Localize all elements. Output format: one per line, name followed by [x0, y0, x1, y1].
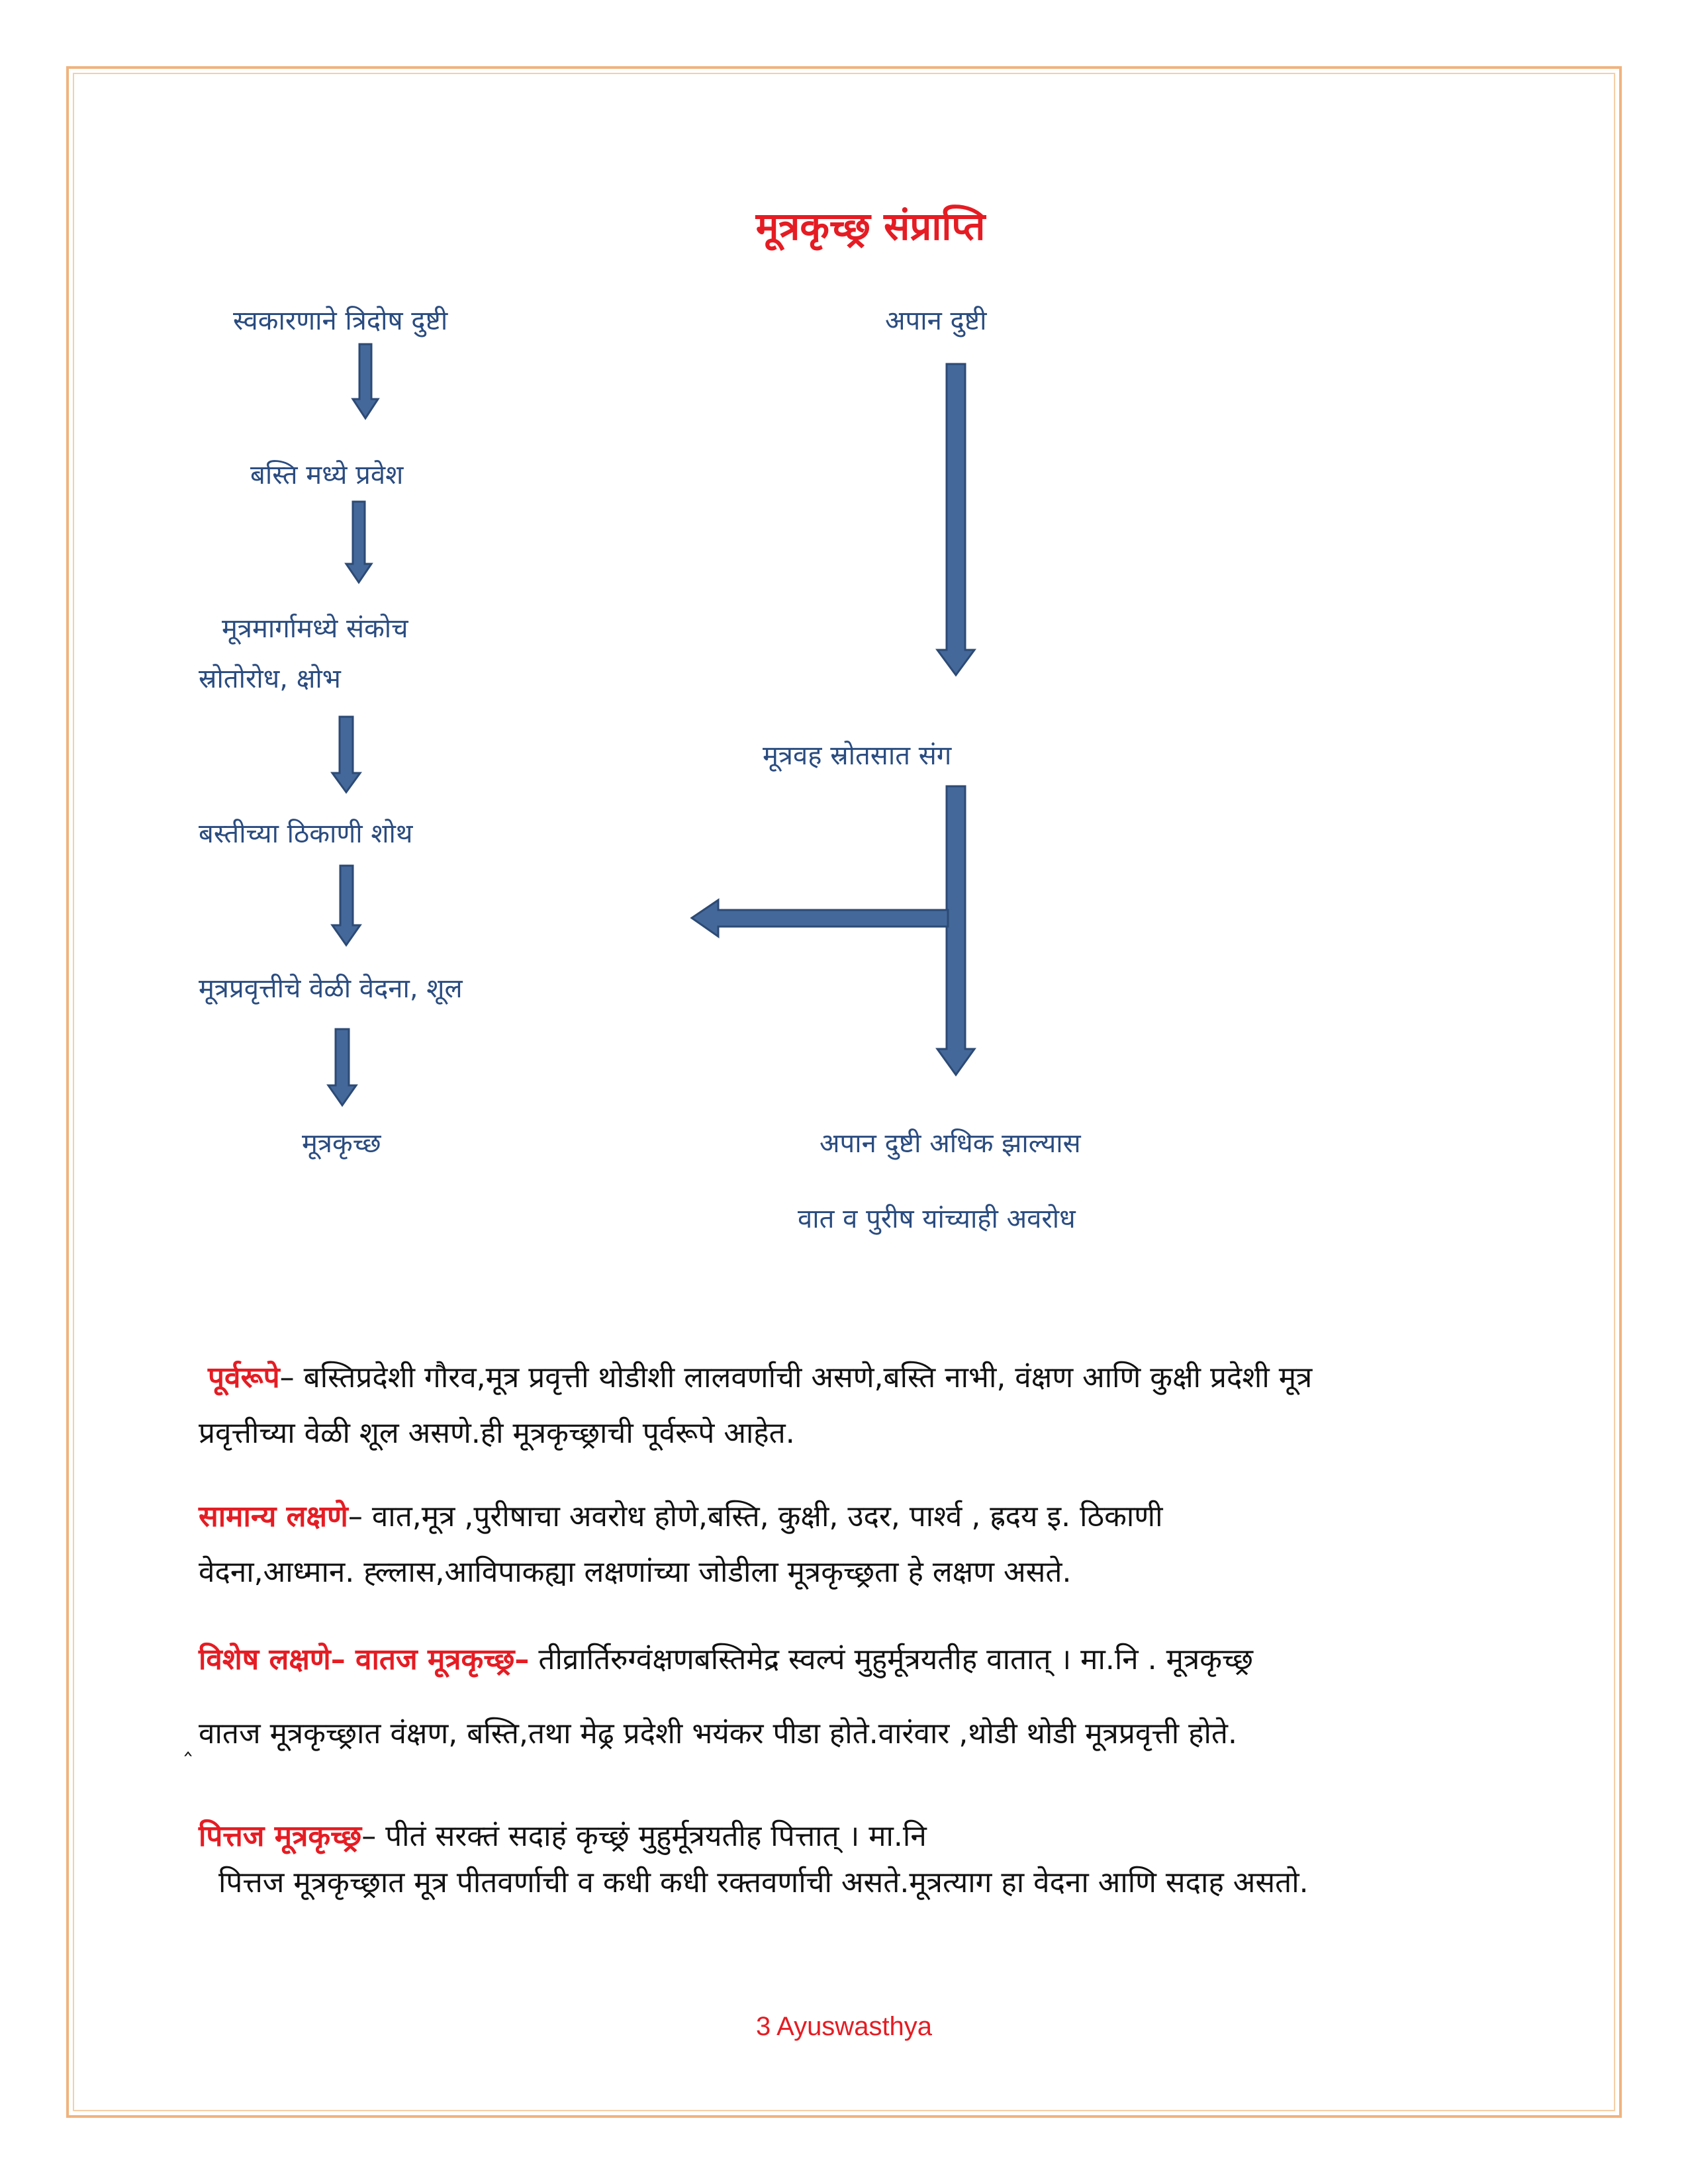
purvarupa-label: पूर्वरूपे: [208, 1361, 280, 1394]
pittaj-line2: पित्तज मूत्रकृच्छ्रात मूत्र पीतवर्णाची व कधी कधी रक्तवर्णाची असते.मूत्रत्याग हा वेदना आणि सदाह असतो.: [218, 1866, 1309, 1899]
section-purvarupa: [199, 1350, 1496, 1461]
section-vishesh-lakshane: [184, 1632, 1496, 1762]
section-pittaj: [199, 1813, 1496, 1906]
arrow-down-5: [328, 1029, 356, 1105]
flow-node-mutravah-srotas-sang: मूत्रवह स्रोतसात संग: [763, 741, 952, 771]
samanya-line2: वेदना,आध्मान. ह्ल्लास,आविपाकह्या लक्षणांच्या जोडीला मूत्रकृच्छ्रता हे लक्षण असते.: [199, 1555, 1072, 1589]
samanya-line1: – वात,मूत्र ,पुरीषाचा अवरोध होणे,बस्ति, कुक्षी, उदर, पार्श्व , ह्रदय इ. ठिकाणी: [348, 1500, 1163, 1533]
flow-node-apan-dushti-adhik: अपान दुष्टी अधिक झाल्यास: [820, 1128, 1081, 1159]
pittaj-line1: – पीतं सरक्तं सदाहं कृच्छ्रं मुहुर्मूत्रयतीह पित्तात् । मा.नि: [361, 1819, 927, 1853]
vishesh-line2: वातज मूत्रकृच्छ्रात वंक्षण, बस्ति,तथा मेढ्र प्रदेशी भयंकर पीडा होते.वारंवार ,थोडी थोडी मूत्रप्रवृत्ती होते.: [199, 1717, 1237, 1751]
vishesh-label: विशेष लक्षणे– वातज मूत्रकृच्छ्र–: [199, 1643, 530, 1676]
purvarupa-line2: प्रवृत्तीच्या वेळी शूल असणे.ही मूत्रकृच्छ्राची पूर्वरूपे आहेत.: [199, 1416, 795, 1450]
samanya-label: सामान्य लक्षणे: [199, 1500, 348, 1533]
arrow-down-branch: [937, 786, 974, 1075]
arrow-down-long: [937, 364, 974, 675]
flow-node-apan-dushti: अपान दुष्टी: [885, 306, 987, 336]
arrow-down-4: [332, 866, 360, 945]
vishesh-line1: तीव्रार्तिरुग्वंक्षणबस्तिमेद्र स्वल्पं मुहुर्मूत्रयतीह वातात् । मा.नि . मूत्रकृच्छ्र: [529, 1643, 1254, 1676]
arrow-down-1: [353, 344, 378, 418]
arrow-left-branch: [692, 900, 948, 936]
page-title: मूत्रकृच्छ्र संप्राप्ति: [755, 204, 986, 249]
flow-node-vaat-purish-avarodh: वात व पुरीष यांच्याही अवरोध: [798, 1204, 1076, 1234]
flow-node-vedana-shool: मूत्रप्रवृत्तीचे वेळी वेदना, शूल: [199, 974, 463, 1004]
purvarupa-line1: – बस्तिप्रदेशी गौरव,मूत्र प्रवृत्ती थोडीशी लालवर्णाची असणे,बस्ति नाभी, वंक्षण आणि कुक्षी प्रदेशी मूत्र: [279, 1361, 1313, 1394]
page-footer: 3 Ayuswasthya: [755, 2012, 933, 2041]
arrow-down-3: [332, 717, 360, 792]
pittaj-label: पित्तज मूत्रकृच्छ्र: [199, 1819, 362, 1853]
flow-node-srotorodh: स्रोतोरोध, क्षोभ: [199, 664, 341, 694]
flow-node-mutramarga-sankoch: मूत्रमार्गामध्ये संकोच: [222, 614, 408, 644]
flow-node-tridosha-dushti: स्वकारणाने त्रिदोष दुष्टी: [233, 306, 448, 336]
flow-node-mutrakricch: मूत्रकृच्छ: [302, 1128, 381, 1159]
flow-node-basti-pravesh: बस्ति मध्ये प्रवेश: [250, 460, 404, 490]
bullet-marker: ‸: [184, 1729, 193, 1756]
section-samanya-lakshane: [199, 1489, 1496, 1600]
flow-node-basti-shoth: बस्तीच्या ठिकाणी शोथ: [199, 819, 413, 849]
arrow-down-2: [346, 502, 371, 582]
